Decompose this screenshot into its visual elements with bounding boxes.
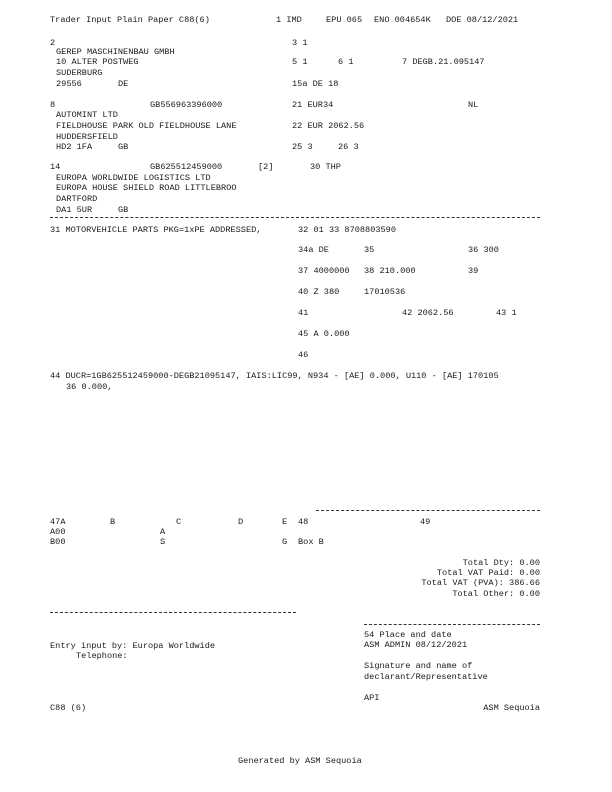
box2-number: 2: [50, 38, 56, 48]
consignee-name: AUTOMINT LTD: [56, 110, 118, 120]
box3-forms: 3 1: [292, 38, 308, 48]
divider-box54: [364, 624, 540, 625]
box47-header-b: B: [110, 517, 116, 527]
date-of-entry: DOE 08/12/2021: [446, 15, 519, 25]
box42-item-price: 42 2062.56: [402, 308, 454, 318]
box21-transport: 21 EUR34: [292, 100, 334, 110]
box37-procedure: 37 4000000: [298, 266, 350, 276]
consignor-city: SUDERBURG: [56, 68, 103, 78]
box35-gross-mass: 35: [364, 245, 375, 255]
entry-input-by: Entry input by: Europa Worldwide: [50, 641, 216, 651]
box43-valuation-method: 43 1: [496, 308, 517, 318]
box47-header-d: D: [238, 517, 244, 527]
generated-by: Generated by ASM Sequoia: [238, 756, 362, 766]
divider-items: [50, 217, 540, 218]
box21-nationality: NL: [468, 100, 479, 110]
total-vat-pva: Total VAT (PVA): 386.66: [421, 578, 540, 588]
box47-row2-type: B00: [50, 537, 66, 547]
declarant-name: EUROPA WORLDWIDE LOGISTICS LTD: [56, 173, 211, 183]
box36-preference: 36 300: [468, 245, 499, 255]
box40-previous-doc: 40 Z 380: [298, 287, 340, 297]
form-title: Trader Input Plain Paper C88(6): [50, 15, 210, 25]
box22-invoice-total: 22 EUR 2062.56: [292, 121, 365, 131]
declarant-postcode: DA1 5UR: [56, 205, 93, 215]
box25-mode-border: 25 3: [292, 142, 313, 152]
box47-header-c: C: [176, 517, 182, 527]
consignee-country: GB: [118, 142, 129, 152]
consignor-postcode: 29556: [56, 79, 82, 89]
box14-number: 14: [50, 162, 61, 172]
consignee-city: HUDDERSFIELD: [56, 132, 118, 142]
box7-reference: 7 DEGB.21.095147: [402, 57, 485, 67]
consignor-country: DE: [118, 79, 129, 89]
footer-brand: ASM Sequoia: [483, 703, 540, 713]
box46-statistical-value: 46: [298, 350, 309, 360]
footer-form-id: C88 (6): [50, 703, 87, 713]
declarant-street: EUROPA HOUSE SHIELD ROAD LITTLEBROO: [56, 183, 237, 193]
declarant-eori: GB625512459000: [150, 162, 223, 172]
declarant-country: GB: [118, 205, 129, 215]
box26-mode-inland: 26 3: [338, 142, 359, 152]
box44-line1: 44 DUCR=1GB625512459000-DEGB21095147, IAIS:LIC99, N934 - [AE] 0.000, U110 - [AE] 170105: [50, 371, 499, 381]
box8-number: 8: [50, 100, 56, 110]
box39-quota: 39: [468, 266, 479, 276]
declaration-type: 1 IMD: [276, 15, 302, 25]
box54-place-date: ASM ADMIN 08/12/2021: [364, 640, 468, 650]
box-b-accounting: Box B: [298, 537, 324, 547]
box34a-origin: 34a DE: [298, 245, 329, 255]
box49-warehouse: 49: [420, 517, 431, 527]
consignee-eori: GB556963396000: [150, 100, 223, 110]
box47-row1-code: A: [160, 527, 166, 537]
api-label: API: [364, 693, 380, 703]
box44-line2: 36 0.000,: [66, 382, 113, 392]
declarant-city: DARTFORD: [56, 194, 98, 204]
consignor-name: GEREP MASCHINENBAU GMBH: [56, 47, 175, 57]
total-vat-paid: Total VAT Paid: 0.00: [436, 568, 540, 578]
box47-header-e: E: [282, 517, 288, 527]
entry-number: ENO 004654K: [374, 15, 431, 25]
box15a-dispatch-country: 15a DE 18: [292, 79, 339, 89]
box32-commodity-code: 32 01 33 8708803590: [298, 225, 396, 235]
divider-entry: [50, 612, 296, 613]
box6-packages: 6 1: [338, 57, 354, 67]
box5-items: 5 1: [292, 57, 308, 67]
total-duty: Total Dty: 0.00: [462, 558, 540, 568]
box41-supplementary-units: 41: [298, 308, 309, 318]
epu-number: EPU 065: [326, 15, 363, 25]
box45-adjustment: 45 A 0.000: [298, 329, 350, 339]
box47-row2-g: G: [282, 537, 288, 547]
box54-label: 54 Place and date: [364, 630, 452, 640]
total-other: Total Other: 0.00: [452, 589, 540, 599]
box38-net-mass: 38 210.000: [364, 266, 416, 276]
box31-description: 31 MOTORVEHICLE PARTS PKG=1xPE ADDRESSED,: [50, 225, 262, 235]
box47-row1-type: A00: [50, 527, 66, 537]
box47-row2-code: S: [160, 537, 166, 547]
box48-deferred-payment: 48: [298, 517, 309, 527]
signature-label-2: declarant/Representative: [364, 672, 488, 682]
consignee-street: FIELDHOUSE PARK OLD FIELDHOUSE LANE: [56, 121, 237, 131]
consignor-street: 10 ALTER POSTWEG: [56, 57, 139, 67]
box40-reference: 17010536: [364, 287, 406, 297]
declarant-status-code: [2]: [258, 162, 274, 172]
signature-label-1: Signature and name of: [364, 661, 473, 671]
entry-telephone: Telephone:: [76, 651, 128, 661]
consignee-postcode: HD2 1FA: [56, 142, 93, 152]
box47-header-a: 47A: [50, 517, 66, 527]
box30-location: 30 THP: [310, 162, 341, 172]
divider-box48: [316, 510, 540, 511]
